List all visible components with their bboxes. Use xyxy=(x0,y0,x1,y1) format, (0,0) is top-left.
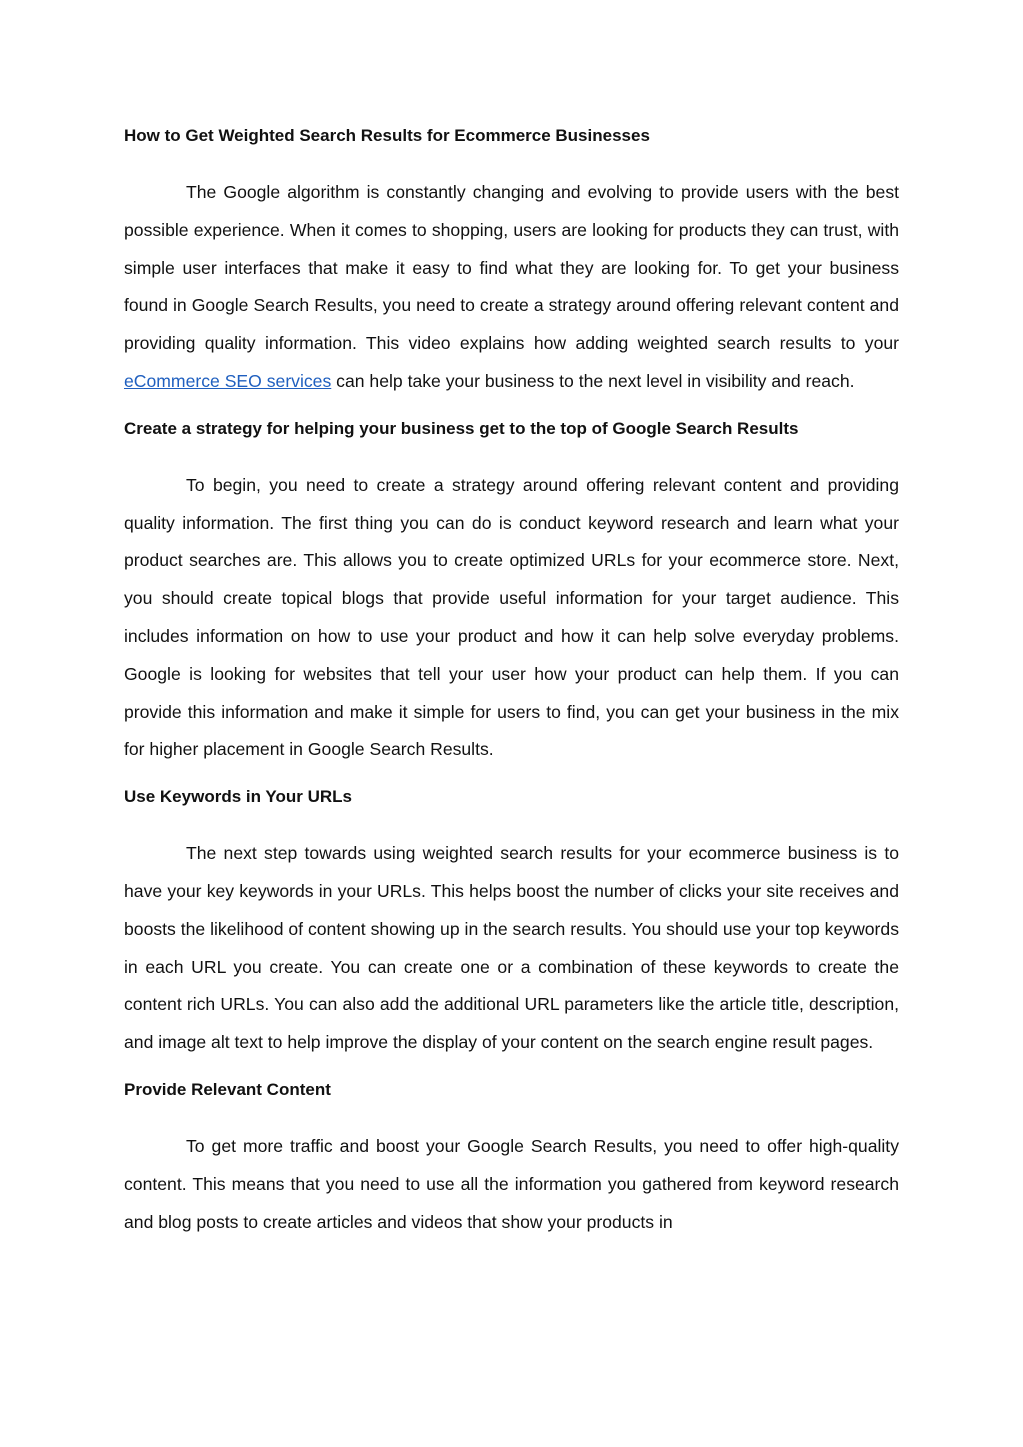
section-paragraph-relevant-content: To get more traffic and boost your Google Search Results, you need to offer high-quality content. This means that you need to use all the information you gathered from keyword research and blog posts to create articles and videos that show your products in xyxy=(124,1135,899,1232)
section-paragraph-keywords-urls: The next step towards using weighted search results for your ecommerce business is to have your key keywords in your URLs. This helps boost the number of clicks your site receives and boosts the likelihood of content showing up in the search results. You should use your top keywords in each URL you create. You can create one or a combination of these keywords to create the content rich URLs. You can also add the additional URL parameters like the article title, description, and image alt text to help improve the display of your content on the search engine result pages. xyxy=(124,843,899,1053)
section-heading-weighted-search: How to Get Weighted Search Results for Ecommerce Businesses xyxy=(124,126,650,145)
section-paragraph-strategy: To begin, you need to create a strategy around offering relevant content and providing quality information. The first thing you can do is conduct keyword research and learn what your product searches are. This allows you to create optimized URLs for your ecommerce store. Next, you should create topical blogs that provide useful information for your target audience. This includes information on how to use your product and how it can help solve everyday problems. Google is looking for websites that tell your user how your product can help them. If you can provide this information and make it simple for users to find, you can get your business in the mix for higher placement in Google Search Results. xyxy=(124,474,899,760)
section-heading-strategy: Create a strategy for helping your business get to the top of Google Search Results xyxy=(124,418,799,438)
section-heading-keywords-urls: Use Keywords in Your URLs xyxy=(124,787,352,807)
document-page xyxy=(124,122,899,1241)
section-heading-relevant-content: Provide Relevant Content xyxy=(124,1079,331,1099)
paragraph-text: The Google algorithm is constantly changing and evolving to provide users with the best possible experience. When it comes to shopping, users are looking for products they can trust, with simple user interfaces that make it easy to find what they are looking for. To get your business found in Google Search Results, you need to create a strategy around offering relevant content and providing quality information. This video explains how adding weighted search results to your xyxy=(124,182,899,354)
paragraph-text: can help take your business to the next level in visibility and reach. xyxy=(331,370,855,391)
section-paragraph-intro xyxy=(124,174,899,401)
ecommerce-seo-services-link[interactable]: eCommerce SEO services xyxy=(124,370,332,391)
